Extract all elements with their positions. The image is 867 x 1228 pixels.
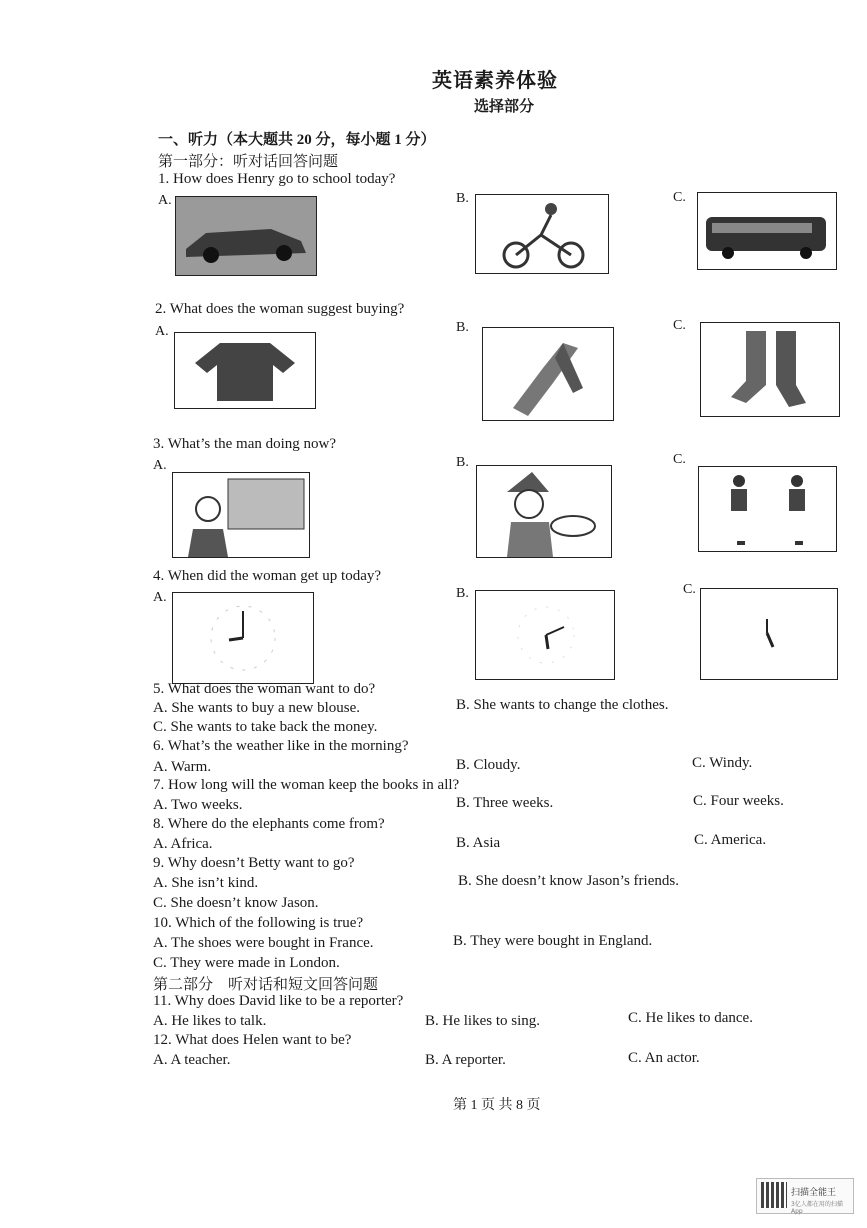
players-picture	[698, 466, 837, 552]
question-11: 11. Why does David like to be a reporter?	[153, 993, 404, 1009]
car-icon	[176, 197, 316, 275]
option-c: C. Windy.	[692, 755, 753, 771]
option-label-b: B.	[456, 455, 469, 470]
scanner-tagline: 3亿人都在用的扫描App	[791, 1201, 843, 1215]
option-label-b: B.	[456, 586, 469, 601]
document-subtitle: 选择部分	[474, 99, 535, 115]
page-number: 第 1 页 共 8 页	[453, 1098, 541, 1113]
option-label-a: A.	[153, 458, 167, 473]
option-b: B. Asia	[456, 835, 501, 851]
option-a: A. Africa.	[153, 836, 213, 852]
question-1: 1. How does Henry go to school today?	[158, 171, 396, 187]
option-c: C. She wants to take back the money.	[153, 719, 378, 735]
boy-cooking-icon	[477, 466, 611, 557]
question-3: 3. What’s the man doing now?	[153, 436, 337, 452]
option-a: A. She isn’t kind.	[153, 875, 259, 891]
option-c: C. They were made in London.	[153, 955, 340, 971]
question-12: 12. What does Helen want to be?	[153, 1032, 352, 1048]
option-label-a: A.	[155, 324, 169, 339]
option-c: C. America.	[694, 832, 767, 848]
players-icon	[699, 467, 836, 551]
option-a: A. Warm.	[153, 759, 212, 775]
question-6: 6. What’s the weather like in the morning?	[153, 738, 409, 754]
sweater-icon	[175, 333, 315, 408]
option-c: C. He likes to dance.	[628, 1010, 753, 1026]
clock-picture	[172, 592, 314, 684]
socks-picture	[700, 322, 840, 417]
scanner-badge	[756, 1178, 854, 1214]
option-a: A. He likes to talk.	[153, 1013, 267, 1029]
option-c: C. She doesn’t know Jason.	[153, 895, 319, 911]
man-at-window-icon	[173, 473, 309, 557]
option-a: A. Two weeks.	[153, 797, 243, 813]
qr-code-icon	[761, 1182, 787, 1208]
question-10: 10. Which of the following is true?	[153, 915, 364, 931]
clock-picture	[700, 588, 838, 680]
option-label-a: A.	[158, 193, 172, 208]
question-4: 4. When did the woman get up today?	[153, 568, 382, 584]
scarf-icon	[483, 328, 613, 420]
option-a: A. She wants to buy a new blouse.	[153, 700, 361, 716]
option-a: A. A teacher.	[153, 1052, 231, 1068]
question-7: 7. How long will the woman keep the books in all?	[153, 777, 460, 793]
option-c: C. Four weeks.	[693, 793, 784, 809]
bicycle-picture	[475, 194, 609, 274]
clock-icon	[173, 593, 313, 683]
option-b: B. He likes to sing.	[425, 1013, 540, 1029]
option-label-a: A.	[153, 590, 167, 605]
option-label-c: C.	[673, 452, 686, 467]
option-b: B. They were bought in England.	[453, 933, 653, 949]
document-title: 英语素养体验	[432, 70, 558, 92]
car-picture	[175, 196, 317, 276]
option-a: A. The shoes were bought in France.	[153, 935, 374, 951]
option-b: B. She wants to change the clothes.	[456, 697, 669, 713]
question-8: 8. Where do the elephants come from?	[153, 816, 385, 832]
clock-icon	[701, 589, 837, 679]
clock-picture	[475, 590, 615, 680]
question-5: 5. What does the woman want to do?	[153, 681, 376, 697]
option-b: B. She doesn’t know Jason’s friends.	[458, 873, 679, 889]
clock-icon	[476, 591, 614, 679]
bus-picture	[697, 192, 837, 270]
scanner-brand: 扫描全能王	[791, 1188, 837, 1198]
option-label-b: B.	[456, 191, 469, 206]
question-9: 9. Why doesn’t Betty want to go?	[153, 855, 355, 871]
socks-icon	[701, 323, 839, 416]
bus-icon	[698, 193, 836, 269]
scarf-picture	[482, 327, 614, 421]
section-heading: 一、听力（本大题共 20 分，每小题 1 分）	[158, 132, 436, 148]
boy-cooking-picture	[476, 465, 612, 558]
option-label-c: C.	[673, 318, 686, 333]
part2-heading: 第二部分 听对话和短文回答问题	[153, 977, 379, 993]
bicycle-icon	[476, 195, 608, 273]
option-label-b: B.	[456, 320, 469, 335]
option-b: B. A reporter.	[425, 1052, 506, 1068]
part1-heading: 第一部分：听对话回答问题	[158, 154, 339, 170]
option-b: B. Cloudy.	[456, 757, 521, 773]
man-at-window-picture	[172, 472, 310, 558]
question-2: 2. What does the woman suggest buying?	[155, 301, 405, 317]
sweater-picture	[174, 332, 316, 409]
option-c: C. An actor.	[628, 1050, 700, 1066]
option-label-c: C.	[673, 190, 686, 205]
option-label-c: C.	[683, 582, 696, 597]
option-b: B. Three weeks.	[456, 795, 554, 811]
